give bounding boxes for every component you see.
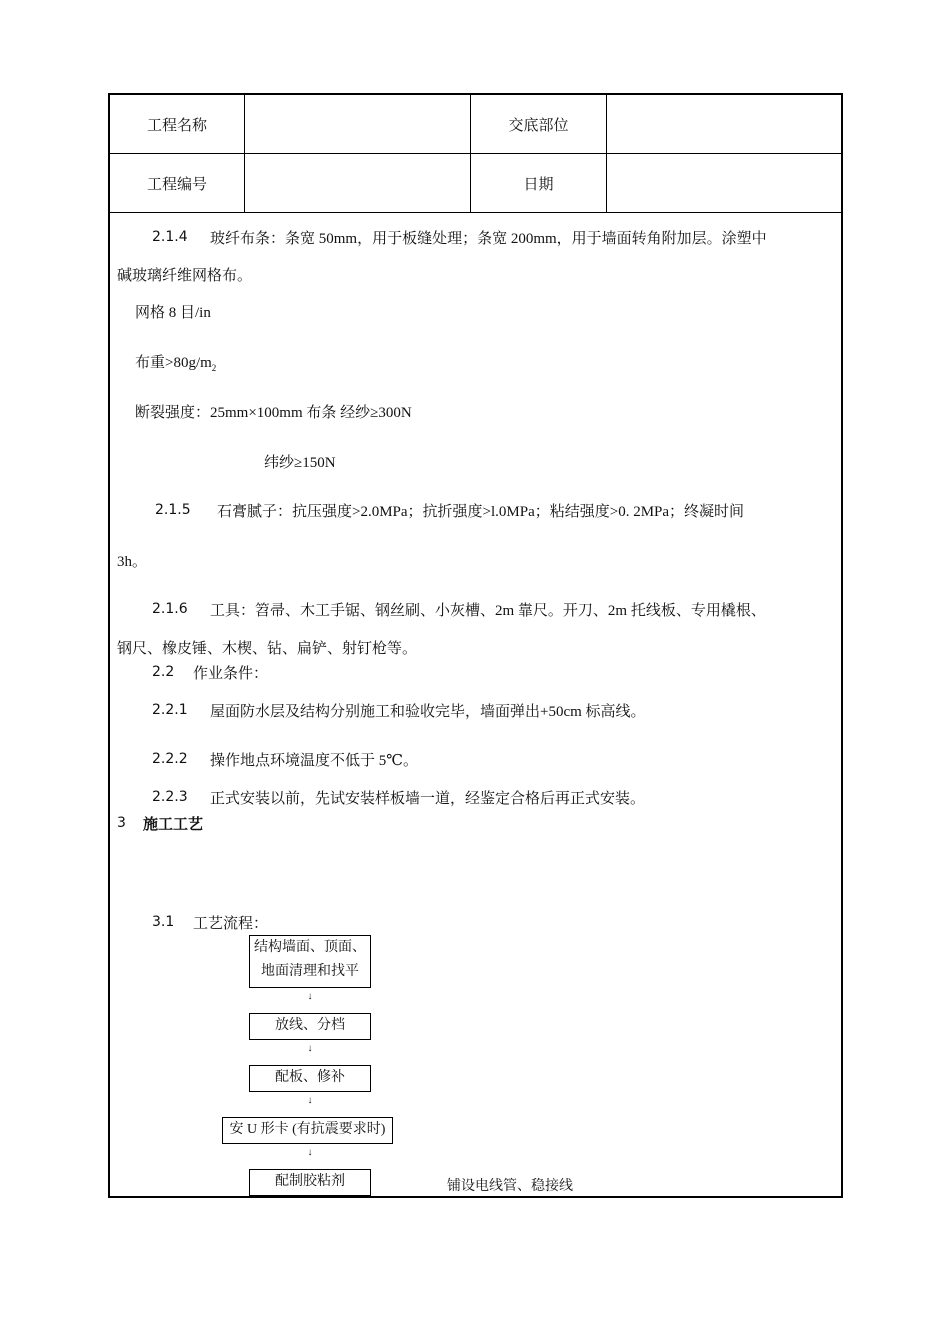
section-3-title: 施工工艺 — [143, 817, 204, 833]
header-col-divider-1 — [244, 94, 245, 213]
flow-side-note: 铺设电线管、稳接线 — [447, 1179, 573, 1194]
section-2-1-6-line2: 钢尺、橡皮锤、木楔、钻、扁铲、射钉枪等。 — [117, 641, 418, 657]
section-2-1-5-line2: 3h。 — [117, 554, 148, 570]
flow-arrow-down-icon: ↓ — [307, 1147, 313, 1158]
section-2-2-2-number: 2.2.2 — [152, 751, 188, 767]
section-3-number: 3 — [117, 815, 126, 831]
mesh-spec: 网格 8 目/in — [135, 305, 211, 321]
section-2-2-1-text: 屋面防水层及结构分别施工和验收完毕，墙面弹出+50cm 标高线。 — [210, 704, 646, 720]
header-col-divider-3 — [606, 94, 607, 213]
section-2-2-3-text: 正式安装以前，先试安装样板墙一道，经鉴定合格后再正式安装。 — [210, 791, 646, 807]
section-3-1-text: 工艺流程： — [193, 916, 269, 932]
header-col-divider-2 — [470, 94, 471, 213]
date-label: 日期 — [523, 177, 554, 193]
weft-spec: 纬纱≥150N — [264, 455, 336, 471]
section-2-1-5-number: 2.1.5 — [155, 502, 191, 518]
header-row-divider — [109, 153, 842, 154]
flow-arrow-down-icon: ↓ — [307, 1095, 313, 1106]
flow-step-fit-repair: 配板、修补 — [249, 1065, 371, 1092]
location-label: 交底部位 — [508, 118, 569, 134]
header-bottom-divider — [109, 212, 842, 213]
section-2-1-4-line1: 玻纤布条：条宽 50mm，用于板缝处理；条宽 200mm，用于墙面转角附加层。涂塑中 — [210, 231, 767, 247]
weight-spec-subscript: 2 — [211, 363, 217, 373]
flow-arrow-down-icon: ↓ — [307, 991, 313, 1002]
flow-step-u-clip: 安 U 形卡 (有抗震要求时) — [222, 1117, 393, 1144]
flow-arrow-down-icon: ↓ — [307, 1043, 313, 1054]
flow-step-clean-level-line2: 地面清理和找平 — [261, 964, 359, 979]
flow-step-layout: 放线、分档 — [249, 1013, 371, 1040]
section-2-1-4-line2: 碱玻璃纤维网格布。 — [117, 268, 253, 284]
flow-step-clean-level-line1: 结构墙面、顶面、 — [254, 940, 366, 955]
strength-spec: 断裂强度：25mm×100mm 布条 经纱≥300N — [135, 405, 412, 421]
section-2-1-6-number: 2.1.6 — [152, 601, 188, 617]
flow-step-clean-level — [249, 935, 371, 988]
section-2-2-text: 作业条件： — [193, 666, 269, 682]
section-3-1-number: 3.1 — [152, 914, 175, 930]
section-2-2-1-number: 2.2.1 — [152, 702, 188, 718]
project-no-label: 工程编号 — [146, 177, 207, 193]
flow-step-adhesive: 配制胶粘剂 — [249, 1169, 371, 1196]
section-2-1-6-line1: 工具：笤帚、木工手锯、钢丝刷、小灰槽、2m 靠尺。开刀、2m 托线板、专用橇根、 — [210, 603, 766, 619]
section-2-2-2-text: 操作地点环境温度不低于 5℃。 — [210, 753, 419, 769]
section-2-1-4-number: 2.1.4 — [152, 229, 188, 245]
weight-spec-text: 布重>80g/m — [135, 355, 212, 371]
project-name-label: 工程名称 — [146, 118, 207, 134]
section-2-2-number: 2.2 — [152, 664, 175, 680]
section-2-1-5-line1: 石膏腻子：抗压强度>2.0MPa；抗折强度>l.0MPa；粘结强度>0. 2MPa；终凝时间 — [217, 504, 745, 520]
section-2-2-3-number: 2.2.3 — [152, 789, 188, 805]
weight-spec — [135, 351, 216, 373]
